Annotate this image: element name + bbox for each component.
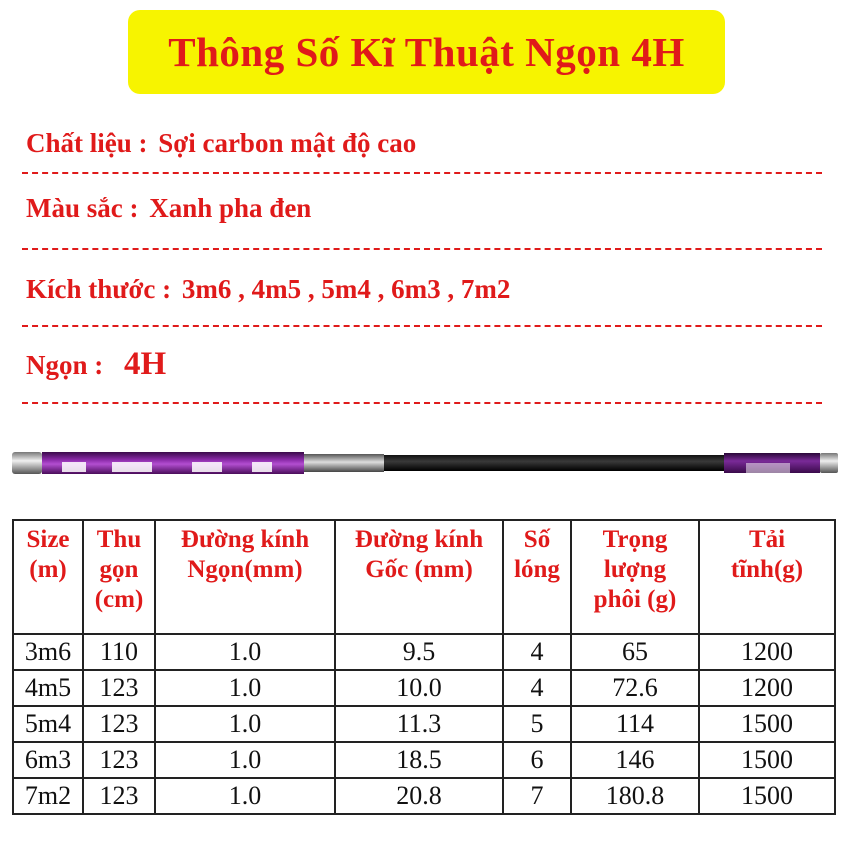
col-header-static-load: Tải tĩnh(g) [699, 520, 835, 634]
table-row [13, 706, 835, 742]
fishing-rod-image [12, 448, 838, 478]
spec-color-label: Màu sắc : [26, 193, 139, 223]
cell-sections: 7 [503, 778, 571, 814]
spec-tip-value: 4H [124, 346, 167, 382]
cell-static-load: 1500 [699, 742, 835, 778]
spec-size [26, 274, 510, 305]
cell-sections: 4 [503, 634, 571, 670]
rod-black-section [384, 455, 724, 471]
cell-sections: 4 [503, 670, 571, 706]
table-row [13, 778, 835, 814]
cell-folded-length: 123 [83, 742, 155, 778]
divider [22, 172, 822, 174]
rod-joint-section [304, 454, 384, 472]
cell-butt-diameter: 10.0 [335, 670, 503, 706]
cell-weight: 180.8 [571, 778, 699, 814]
cell-folded-length: 123 [83, 670, 155, 706]
spec-color [26, 193, 311, 224]
cell-folded-length: 110 [83, 634, 155, 670]
cell-static-load: 1200 [699, 634, 835, 670]
table-row [13, 634, 835, 670]
divider [22, 402, 822, 404]
spec-material-label: Chất liệu : [26, 128, 148, 158]
cell-tip-diameter: 1.0 [155, 778, 335, 814]
spec-material-value: Sợi carbon mật độ cao [158, 128, 417, 158]
cell-weight: 72.6 [571, 670, 699, 706]
cell-butt-diameter: 18.5 [335, 742, 503, 778]
col-header-tip-diameter: Đường kính Ngọn(mm) [155, 520, 335, 634]
rod-purple-section [42, 452, 304, 474]
cell-static-load: 1500 [699, 706, 835, 742]
cell-size: 5m4 [13, 706, 83, 742]
cell-butt-diameter: 9.5 [335, 634, 503, 670]
table-row [13, 742, 835, 778]
cell-size: 6m3 [13, 742, 83, 778]
cell-size: 3m6 [13, 634, 83, 670]
spec-material [26, 128, 416, 159]
cell-weight: 65 [571, 634, 699, 670]
cell-static-load: 1500 [699, 778, 835, 814]
divider [22, 248, 822, 250]
table-row [13, 670, 835, 706]
cell-tip-diameter: 1.0 [155, 706, 335, 742]
page-title: Thông Số Kĩ Thuật Ngọn 4H [168, 29, 685, 75]
cell-sections: 5 [503, 706, 571, 742]
col-header-weight: Trọng lượng phôi (g) [571, 520, 699, 634]
cell-folded-length: 123 [83, 778, 155, 814]
rod-end-cap [820, 453, 838, 473]
spec-color-value: Xanh pha đen [149, 193, 312, 223]
col-header-sections: Số lóng [503, 520, 571, 634]
cell-static-load: 1200 [699, 670, 835, 706]
cell-tip-diameter: 1.0 [155, 634, 335, 670]
cell-sections: 6 [503, 742, 571, 778]
col-header-butt-diameter: Đường kính Gốc (mm) [335, 520, 503, 634]
spec-tip [26, 346, 166, 383]
cell-weight: 114 [571, 706, 699, 742]
cell-weight: 146 [571, 742, 699, 778]
spec-size-value: 3m6 , 4m5 , 5m4 , 6m3 , 7m2 [181, 274, 511, 304]
spec-tip-label: Ngọn : [26, 350, 104, 380]
spec-table [12, 519, 836, 815]
cell-size: 7m2 [13, 778, 83, 814]
cell-butt-diameter: 20.8 [335, 778, 503, 814]
title-banner [128, 10, 725, 94]
cell-folded-length: 123 [83, 706, 155, 742]
spec-size-label: Kích thước : [26, 274, 172, 304]
cell-tip-diameter: 1.0 [155, 742, 335, 778]
cell-butt-diameter: 11.3 [335, 706, 503, 742]
rod-tip-section [724, 453, 820, 473]
col-header-folded-length: Thu gọn (cm) [83, 520, 155, 634]
divider [22, 325, 822, 327]
cell-size: 4m5 [13, 670, 83, 706]
cell-tip-diameter: 1.0 [155, 670, 335, 706]
table-header-row [13, 520, 835, 634]
rod-butt-cap [12, 452, 42, 474]
col-header-size: Size (m) [13, 520, 83, 634]
